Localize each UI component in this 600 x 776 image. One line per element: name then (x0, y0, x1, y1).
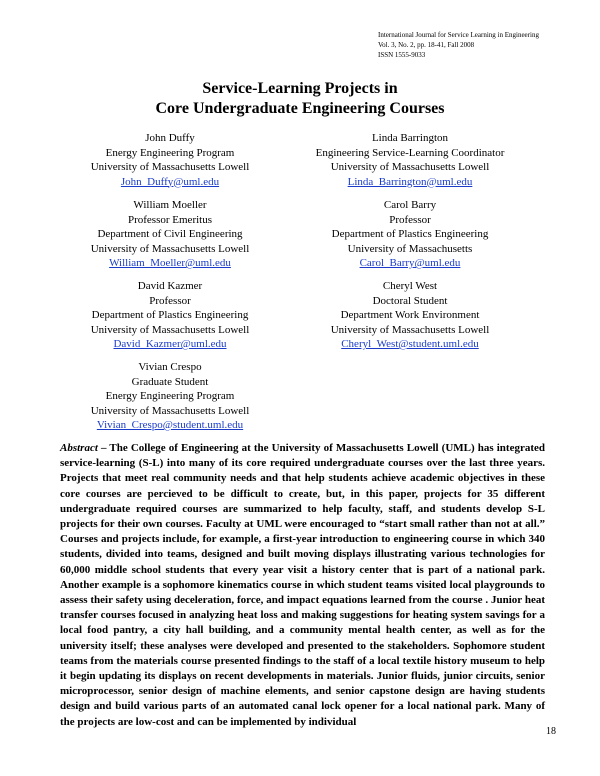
author-institution: University of Massachusetts Lowell (90, 323, 250, 336)
author-affiliation: Engineering Service-Learning Coordinator (315, 146, 505, 159)
page-number: 18 (546, 726, 556, 737)
author-title: Professor (149, 294, 191, 307)
paper-title (0, 79, 600, 119)
author-email-link[interactable]: Vivian_Crespo@student.uml.edu (96, 419, 244, 431)
author-name: Carol Barry (383, 199, 437, 211)
author-department: Department of Civil Engineering (97, 228, 243, 240)
author-affiliation: Energy Engineering Program (105, 146, 235, 159)
journal-header (378, 30, 539, 60)
author-william-moeller (60, 198, 280, 271)
author-department: Energy Engineering Program (105, 390, 235, 402)
journal-issn: ISSN 1555-9033 (378, 51, 426, 59)
author-email-link[interactable]: Cheryl_West@student.uml.edu (341, 338, 479, 350)
author-institution: University of Massachusetts Lowell (90, 404, 250, 417)
author-david-kazmer (60, 279, 280, 352)
author-title: Doctoral Student (372, 294, 448, 307)
author-email-link[interactable]: John_Duffy@uml.edu (120, 175, 220, 188)
author-email-link[interactable]: Carol_Barry@uml.edu (359, 257, 461, 269)
author-linda-barrington (300, 131, 520, 189)
author-email-link[interactable]: William_Moeller@uml.edu (109, 257, 231, 269)
author-title: Graduate Student (131, 375, 209, 388)
author-vivian-crespo (60, 360, 280, 433)
author-department: Department of Plastics Engineering (331, 228, 489, 240)
author-institution: University of Massachusetts Lowell (90, 161, 250, 173)
abstract-paragraph (60, 441, 545, 730)
author-institution: University of Massachusetts Lowell (330, 323, 490, 336)
journal-volume: Vol. 3, No. 2, pp. 18-41, Fall 2008 (378, 41, 475, 49)
author-institution: University of Massachusetts Lowell (330, 161, 490, 173)
author-name: John Duffy (145, 132, 195, 144)
author-name: Cheryl West (382, 280, 438, 292)
abstract-label: Abstract (60, 442, 98, 454)
author-title: Professor (389, 213, 431, 226)
author-cheryl-west (300, 279, 520, 352)
author-email-link[interactable]: Linda_Barrington@uml.edu (347, 175, 473, 188)
author-name: Vivian Crespo (138, 361, 202, 373)
title-line-1: Service-Learning Projects in (202, 80, 398, 97)
title-line-2: Core Undergraduate Engineering Courses (155, 100, 445, 117)
author-carol-barry (300, 198, 520, 271)
author-title: Professor Emeritus (127, 213, 212, 226)
author-john-duffy (60, 131, 280, 189)
author-name: David Kazmer (137, 280, 203, 292)
author-name: Linda Barrington (371, 132, 449, 144)
author-institution: University of Massachusetts (347, 242, 473, 255)
author-name: William Moeller (133, 199, 207, 211)
author-institution: University of Massachusetts Lowell (90, 242, 250, 255)
abstract-text: – The College of Engineering at the University of Massachusetts Lowell (UML) has integrated service-learning (S-L) into many of its core required undergraduate courses over the last three years. Projects that meet real community needs and that help students achieve academic objectives in these core courses are percieved to be difficult to create, but, in this paper, projects for 35 different undergraduate required courses are summarized to help faculty, staff, and students develop S-L projects for their own courses. Faculty at UML were encouraged to “start small rather than not at all.” Courses and projects include, for example, a first-year introduction to engineering course in which 340 students, divided into teams, designed and built moving displays illustrating various technologies for 60,000 middle school students that every year visit a history center that is part of a national park. Another example is a sophomore kinematics course in which student teams visited local playgrounds to assess their safety using deceleration, force, and impact equations learned from the course . Junior heat transfer courses focused in analyzing heat loss and making suggestions for heating system savings for a local food pantry, a city hall building, and a community mental health center, as well as for the university itself; these analyses were developed and presented to the stakeholders. Sophomore student teams from the materials course presented findings to the staff of a local textile history museum to help it begin updating its displays on recent developments in materials. Junior fluids, junior circuits, senior microprocessor, senior design of machine elements, and senior capstone design are having students design and build various parts of an automated canal lock opener for a local national park. Many of the projects are low-cost and can be implemented by individual (60, 442, 546, 728)
author-department: Department of Plastics Engineering (91, 309, 249, 321)
author-email-link[interactable]: David_Kazmer@uml.edu (113, 338, 227, 350)
author-department: Department Work Environment (340, 309, 480, 321)
journal-name: International Journal for Service Learning in Engineering (378, 31, 539, 39)
